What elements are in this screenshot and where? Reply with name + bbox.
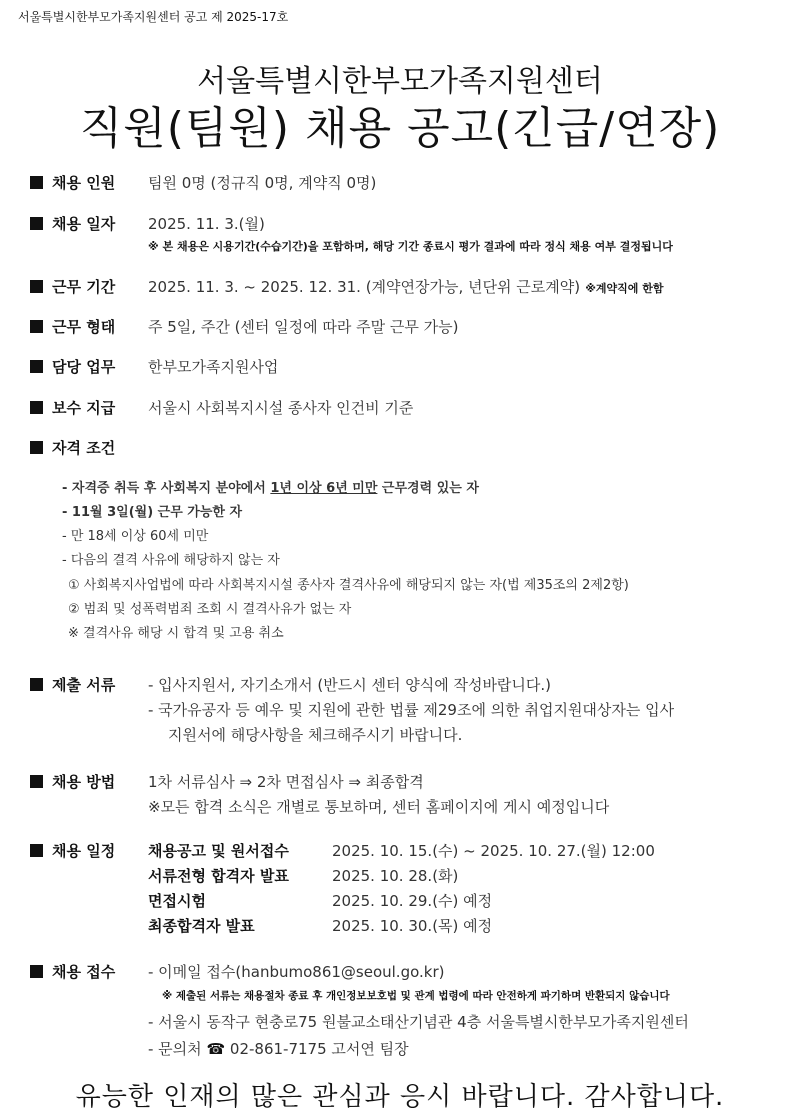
square-bullet-icon bbox=[30, 678, 43, 691]
application-note: ※ 제출된 서류는 채용절차 종료 후 개인정보보호법 및 관계 법령에 따라 안전하게 파기하며 반환되지 않습니다 bbox=[162, 990, 670, 1002]
work-period-value: 2025. 11. 3. ~ 2025. 12. 31. (계약연장가능, 년단위 근로계약) bbox=[148, 278, 581, 296]
square-bullet-icon bbox=[30, 441, 43, 454]
application-email: - 이메일 접수(hanbumo861@seoul.go.kr) bbox=[148, 963, 445, 981]
hire-date-note: ※ 본 채용은 시용기간(수습기간)을 포함하며, 해당 기간 종료시 평가 결과에 따라 정식 채용 여부 결정됩니다 bbox=[148, 240, 673, 253]
telephone-icon: ☎ bbox=[206, 1040, 226, 1058]
section-recruit-count bbox=[30, 172, 115, 193]
schedule-date: 2025. 10. 15.(수) ~ 2025. 10. 27.(월) 12:00 bbox=[332, 842, 655, 860]
qualification-item: - 만 18세 이상 60세 미만 bbox=[62, 529, 209, 544]
method-note: ※모든 합격 소식은 개별로 통보하며, 센터 홈페이지에 게시 예정입니다 bbox=[148, 798, 610, 816]
section-label: 보수 지급 bbox=[52, 399, 116, 417]
qualification-item bbox=[62, 477, 479, 496]
square-bullet-icon bbox=[30, 176, 43, 189]
square-bullet-icon bbox=[30, 844, 43, 857]
section-label: 채용 방법 bbox=[52, 773, 116, 791]
documents-item: - 입사지원서, 자기소개서 (반드시 센터 양식에 작성바랍니다.) bbox=[148, 676, 552, 694]
section-duty bbox=[30, 356, 115, 377]
qualification-subitem: ② 범죄 및 성폭력범죄 조회 시 결격사유가 없는 자 bbox=[68, 602, 352, 617]
section-label: 담당 업무 bbox=[52, 358, 116, 376]
section-qualification bbox=[30, 437, 115, 458]
schedule-step: 서류전형 합격자 발표 bbox=[148, 867, 289, 885]
schedule-step: 면접시험 bbox=[148, 892, 206, 910]
closing-message: 유능한 인재의 많은 관심과 응시 바랍니다. 감사합니다. bbox=[75, 1082, 725, 1111]
work-period-line bbox=[148, 276, 663, 297]
contact-prefix: - 문의처 bbox=[148, 1040, 202, 1058]
method-value: 1차 서류심사 ⇒ 2차 면접심사 ⇒ 최종합격 bbox=[148, 773, 424, 791]
schedule-date: 2025. 10. 29.(수) 예정 bbox=[332, 892, 493, 910]
work-type-value: 주 5일, 주간 (센터 일정에 따라 주말 근무 가능) bbox=[148, 318, 459, 336]
schedule-date: 2025. 10. 28.(화) bbox=[332, 867, 459, 885]
center-name-title: 서울특별시한부모가족지원센터 bbox=[197, 64, 603, 99]
qualification-item: - 11월 3일(월) 근무 가능한 자 bbox=[62, 505, 243, 520]
section-label: 제출 서류 bbox=[52, 676, 116, 694]
page-title: 직원(팀원) 채용 공고(긴급/연장) bbox=[79, 103, 721, 154]
section-label: 근무 기간 bbox=[52, 278, 116, 296]
section-label: 채용 접수 bbox=[52, 963, 116, 981]
section-salary bbox=[30, 397, 115, 418]
section-application bbox=[30, 961, 115, 982]
recruit-count-value: 팀원 0명 (정규직 0명, 계약직 0명) bbox=[148, 174, 377, 192]
schedule-date: 2025. 10. 30.(목) 예정 bbox=[332, 917, 493, 935]
section-work-period bbox=[30, 276, 115, 297]
section-documents bbox=[30, 674, 115, 695]
application-address: - 서울시 동작구 현충로75 원불교소태산기념관 4층 서울특별시한부모가족지원센터 bbox=[148, 1013, 689, 1031]
square-bullet-icon bbox=[30, 320, 43, 333]
section-label: 근무 형태 bbox=[52, 318, 116, 336]
section-method bbox=[30, 771, 115, 792]
qualification-text: 근무경력 있는 자 bbox=[377, 481, 479, 496]
work-period-note: ※계약직에 한함 bbox=[585, 282, 664, 295]
qualification-subitem: ① 사회복지사업법에 따라 사회복지시설 종사자 결격사유에 해당되지 않는 자(법 제35조의 2제2항) bbox=[68, 578, 629, 593]
qualification-emphasis: 1년 이상 6년 미만 bbox=[270, 481, 378, 496]
section-hire-date bbox=[30, 213, 115, 234]
square-bullet-icon bbox=[30, 401, 43, 414]
hire-date-value: 2025. 11. 3.(월) bbox=[148, 215, 265, 233]
section-schedule bbox=[30, 840, 115, 861]
salary-value: 서울시 사회복지시설 종사자 인건비 기준 bbox=[148, 399, 414, 417]
section-label: 채용 인원 bbox=[52, 174, 116, 192]
square-bullet-icon bbox=[30, 360, 43, 373]
section-work-type bbox=[30, 316, 115, 337]
duty-value: 한부모가족지원사업 bbox=[148, 358, 279, 376]
qualification-note: ※ 결격사유 해당 시 합격 및 고용 취소 bbox=[68, 626, 284, 641]
section-label: 채용 일정 bbox=[52, 842, 116, 860]
qualification-text: - 자격증 취득 후 사회복지 분야에서 bbox=[62, 481, 271, 496]
qualification-item: - 다음의 결격 사유에 해당하지 않는 자 bbox=[62, 553, 280, 568]
contact-value: 02-861-7175 고서연 팀장 bbox=[229, 1040, 409, 1058]
square-bullet-icon bbox=[30, 775, 43, 788]
documents-item: - 국가유공자 등 예우 및 지원에 관한 법률 제29조에 의한 취업지원대상자는 입사 bbox=[148, 701, 675, 719]
square-bullet-icon bbox=[30, 280, 43, 293]
schedule-step: 채용공고 및 원서접수 bbox=[148, 842, 289, 860]
schedule-step: 최종합격자 발표 bbox=[148, 917, 255, 935]
documents-item-cont: 지원서에 해당사항을 체크해주시기 바랍니다. bbox=[168, 726, 463, 744]
square-bullet-icon bbox=[30, 217, 43, 230]
section-label: 채용 일자 bbox=[52, 215, 116, 233]
section-label: 자격 조건 bbox=[52, 439, 116, 457]
application-contact bbox=[148, 1038, 409, 1059]
notice-number: 서울특별시한부모가족지원센터 공고 제 2025-17호 bbox=[18, 10, 289, 24]
square-bullet-icon bbox=[30, 965, 43, 978]
